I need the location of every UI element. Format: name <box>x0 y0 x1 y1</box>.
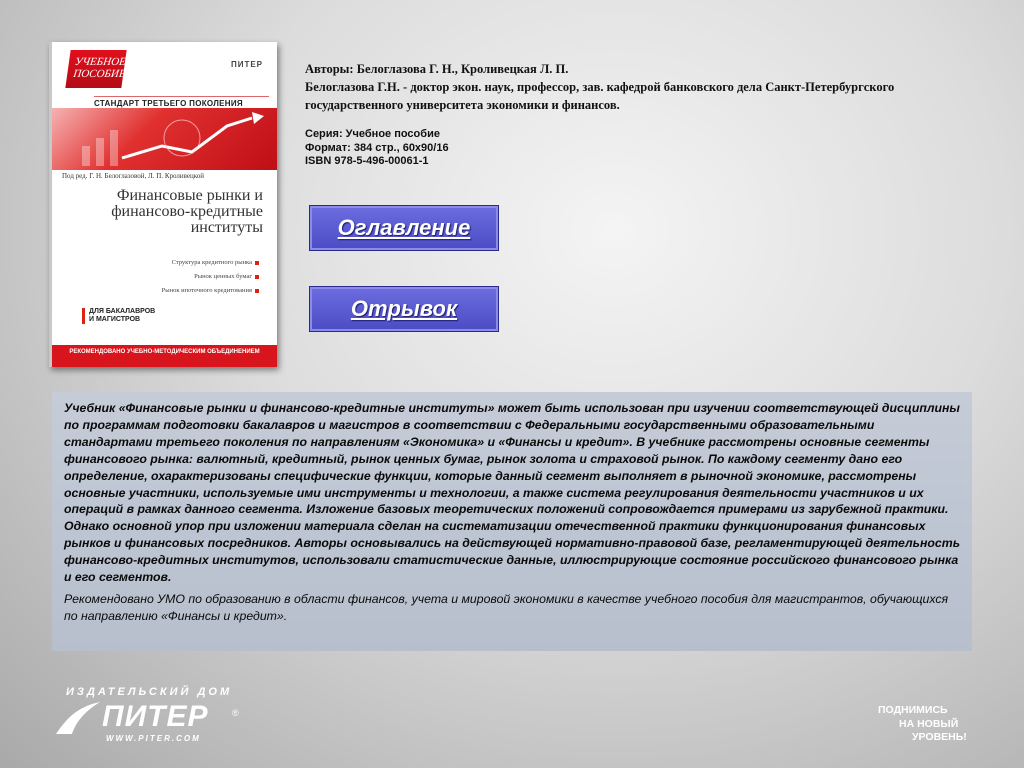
cover-publisher: ПИТЕР <box>230 60 263 69</box>
registered-mark: ® <box>232 708 239 718</box>
description-panel <box>52 392 972 651</box>
authors-line: Авторы: Белоглазова Г. Н., Кроливецкая Л. П. <box>305 62 569 76</box>
format-text: Формат: 384 стр., 60х90/16 <box>305 141 449 154</box>
cover-series-badge: УЧЕБНОЕ ПОСОБИЕ <box>65 50 126 88</box>
cover-editors: Под ред. Г. Н. Белоглазовой, Л. П. Кроливецкой <box>62 172 205 180</box>
cover-topic: Структура кредитного рынка <box>162 256 259 270</box>
cover-topic: Рынок ценных бумаг <box>162 270 259 284</box>
excerpt-button-label[interactable]: Отрывок <box>350 296 458 321</box>
slogan-line: ПОДНИМИСЬ <box>878 704 948 716</box>
book-cover <box>49 42 277 367</box>
cover-standard: СТАНДАРТ ТРЕТЬЕГО ПОКОЛЕНИЯ <box>94 96 269 108</box>
toc-button[interactable] <box>309 205 499 251</box>
book-meta <box>305 128 905 169</box>
cover-audience: ДЛЯ БАКАЛАВРОВ И МАГИСТРОВ <box>82 308 159 324</box>
series-text: Серия: Учебное пособие <box>305 128 440 140</box>
author-bio: Белоглазова Г.Н. - доктор экон. наук, профессор, зав. кафедрой банковского дела Санкт-Петербургского государственного университета экономики и финансов. <box>305 80 895 112</box>
publishing-house-label: ИЗДАТЕЛЬСКИЙ ДОМ <box>66 686 233 698</box>
slogan <box>878 704 967 745</box>
slogan-line: УРОВЕНЬ! <box>912 731 967 743</box>
book-info <box>305 60 905 169</box>
isbn-text: ISBN 978-5-496-00061-1 <box>305 155 429 167</box>
cover-topic: Рынок ипотечного кредитования <box>162 284 259 298</box>
cover-graphic <box>52 108 277 170</box>
swoosh-icon <box>54 698 104 738</box>
cover-topics <box>162 256 259 298</box>
website-label: WWW.PITER.COM <box>106 734 201 743</box>
excerpt-button[interactable] <box>309 286 499 332</box>
rising-chart-icon <box>52 108 277 170</box>
toc-button-label[interactable]: Оглавление <box>337 215 471 240</box>
cover-recommendation: РЕКОМЕНДОВАНО УЧЕБНО-МЕТОДИЧЕСКИМ ОБЪЕДИНЕНИЕМ <box>52 345 277 367</box>
cover-title: Финансовые рынки и финансово-кредитные институты <box>111 187 263 236</box>
description-text: Учебник «Финансовые рынки и финансово-кредитные институты» может быть использован при изучении соответствующей дисциплины по программам подготовки бакалавров и магистров в соответствии с Федеральными государственными образовательными стандартами третьего поколения по направлениям «Экономика» и «Финансы и кредит». В учебнике рассмотрены основные сегменты финансового рынка: валютный, кредитный, рынок ценных бумаг, рынок золота и страховой рынок. По каждому сегменту дано его определение, охарактеризованы специфические функции, которые данный сегмент выполняет в рыночной экономике, рассмотрены основные участники, используемые ими инструменты и технологии, а также система регулирования деятельности участников и их операций в рамках данного сегмента. Изложение базовых теоретических положений сопровождается примерами из зарубежной практики. Однако основной упор при изложении материала сделан на систематизации отечественной практики функционирования финансовых рынков и финансовых посредников. Авторы основывались на действующей нормативно-правовой базе, регламентирующей деятельность финансово-кредитных институтов, использовали статистические данные, иллюстрирующие состояние российского финансового рынка и его сегментов. <box>64 401 960 585</box>
brand-name: ПИТЕР <box>102 700 209 733</box>
publisher-logo[interactable] <box>54 686 254 748</box>
recommendation-text: Рекомендовано УМО по образованию в области финансов, учета и мировой экономики в качестве учебного пособия для магистрантов, обучающихся по направлению «Финансы и кредит». <box>64 591 949 623</box>
slogan-line: НА НОВЫЙ <box>899 717 959 730</box>
